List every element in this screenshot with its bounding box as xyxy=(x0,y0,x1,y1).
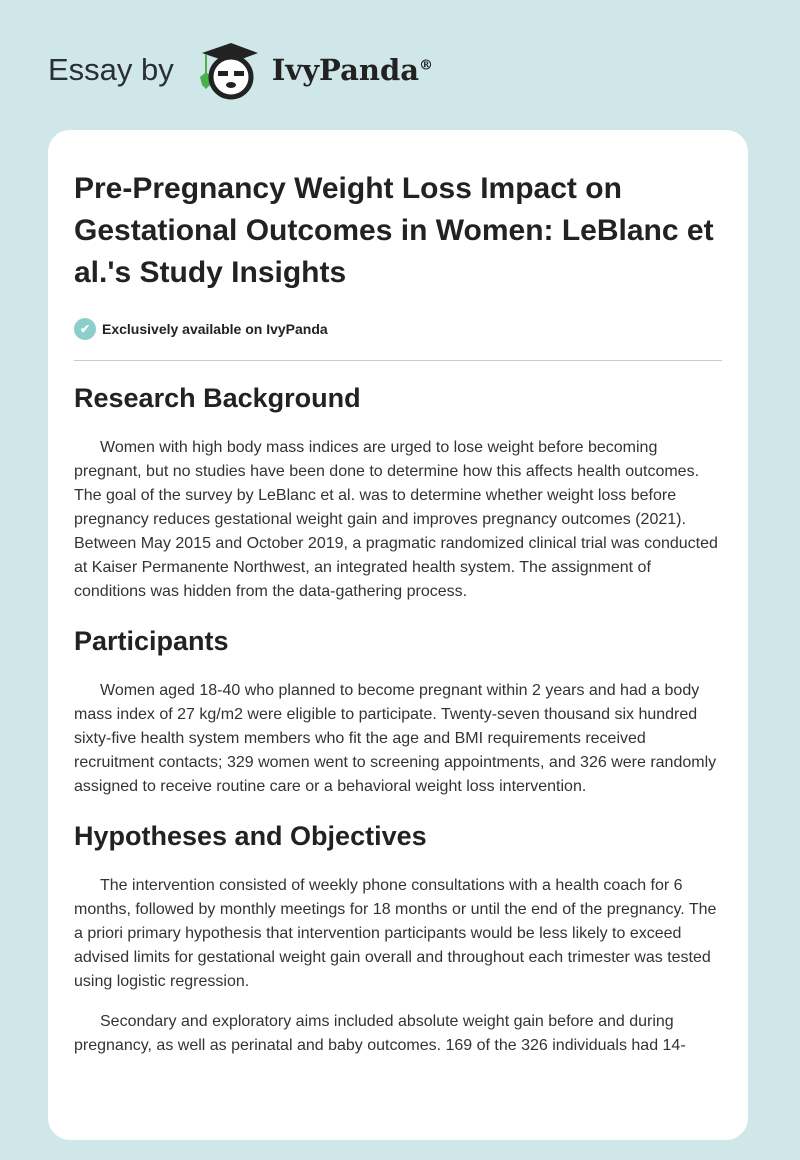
paragraph: Women aged 18-40 who planned to become pregnant within 2 years and had a body mass index of 27 kg/m2 were eligible to participate. Twenty-seven thousand six hundred sixty-five health system members who fit the age and BMI requirements received recruitment contacts; 329 women went to screening appointments, and 326 were randomly assigned to receive routine care or a behavioral weight loss intervention. xyxy=(74,682,717,795)
registered-mark: ® xyxy=(419,57,434,74)
brand-name xyxy=(272,53,433,87)
exclusive-badge xyxy=(74,318,722,340)
section-heading: Hypotheses and Objectives xyxy=(74,821,427,851)
check-icon: ✔ xyxy=(74,318,96,340)
paragraph: Women with high body mass indices are urged to lose weight before becoming pregnant, but no studies have been done to determine how this affects health outcomes. The goal of the survey by LeBlanc et al. was to determine whether weight loss before pregnancy reduces gestational weight gain and improves pregnancy outcomes (2021). Between May 2015 and October 2019, a pragmatic randomized clinical trial was conducted at Kaiser Permanente Northwest, an integrated health system. The assignment of conditions was hidden from the data-gathering process. xyxy=(74,439,718,600)
badge-text: Exclusively available on IvyPanda xyxy=(102,321,328,337)
essay-card xyxy=(48,130,748,1140)
divider xyxy=(74,360,722,361)
site-header xyxy=(48,40,433,100)
paragraph: Secondary and exploratory aims included absolute weight gain before and during pregnancy, as well as perinatal and baby outcomes. 169 of the 326 individuals had 14- xyxy=(74,1013,686,1054)
ivypanda-logo-icon xyxy=(194,39,264,101)
section-heading: Research Background xyxy=(74,383,361,413)
essay-by-label: Essay by xyxy=(48,52,174,87)
paragraph: The intervention consisted of weekly phone consultations with a health coach for 6 months, followed by monthly meetings for 18 months or until the end of the pregnancy. The a priori primary hypothesis that intervention participants would be less likely to exceed advised limits for gestational weight gain overall and throughout each trimester was tested using logistic regression. xyxy=(74,877,717,990)
page-title: Pre-Pregnancy Weight Loss Impact on Gestational Outcomes in Women: LeBlanc et al.'s Study Insights xyxy=(74,172,714,289)
section-heading: Participants xyxy=(74,626,229,656)
brand-text: IvyPanda xyxy=(271,53,420,87)
